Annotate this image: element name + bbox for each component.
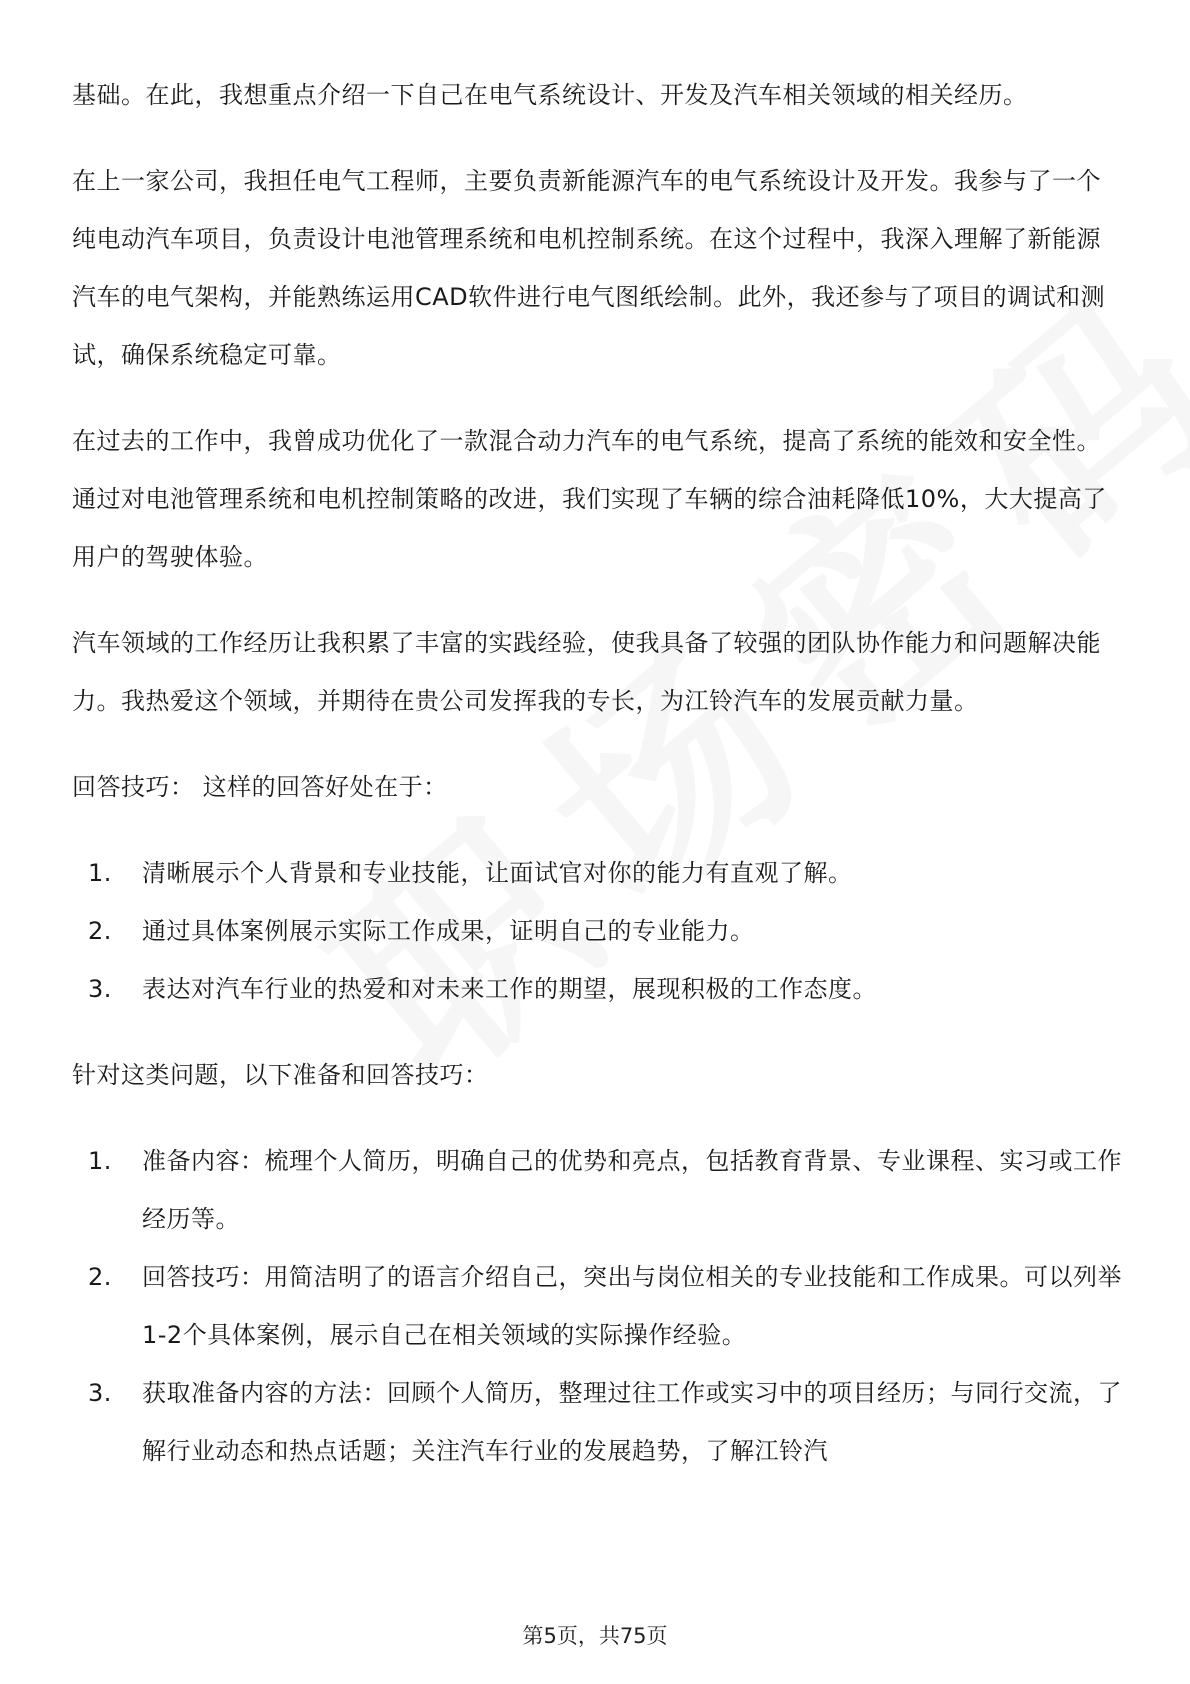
list-number: 2. [88, 1263, 112, 1291]
list-item-text: 准备内容：梳理个人简历，明确自己的优势和亮点，包括教育背景、专业课程、实习或工作经历等。 [142, 1147, 1122, 1233]
tips-heading: 回答技巧： 这样的回答好处在于： [72, 773, 448, 801]
list-item [88, 1248, 1122, 1364]
list-item-text: 通过具体案例展示实际工作成果，证明自己的专业能力。 [142, 917, 755, 945]
page-number: 第5页，共75页 [522, 1624, 668, 1648]
list-item-text: 获取准备内容的方法：回顾个人简历，整理过往工作或实习中的项目经历；与同行交流，了解行业动态和热点话题；关注汽车行业的发展趋势，了解江铃汽 [142, 1379, 1122, 1465]
list-number: 3. [88, 1379, 112, 1407]
paragraph: 在过去的工作中，我曾成功优化了一款混合动力汽车的电气系统，提高了系统的能效和安全性。通过对电池管理系统和电机控制策略的改进，我们实现了车辆的综合油耗降低10%，大大提高了用户的驾驶体验。 [72, 427, 1107, 571]
list-item-text: 表达对汽车行业的热爱和对未来工作的期望，展现积极的工作态度。 [142, 975, 877, 1003]
list-item [88, 844, 1122, 902]
list-item [88, 960, 1122, 1018]
list-item [88, 902, 1122, 960]
document-body [72, 66, 1122, 1508]
prep-heading: 针对这类问题，以下准备和回答技巧： [72, 1061, 489, 1089]
list-item [88, 1132, 1122, 1248]
list-number: 3. [88, 975, 112, 1003]
paragraph: 基础。在此，我想重点介绍一下自己在电气系统设计、开发及汽车相关领域的相关经历。 [72, 81, 1028, 109]
list-number: 1. [88, 1147, 112, 1175]
list-item-text: 回答技巧：用简洁明了的语言介绍自己，突出与岗位相关的专业技能和工作成果。可以列举1-2个具体案例，展示自己在相关领域的实际操作经验。 [142, 1263, 1122, 1349]
tips-list [72, 844, 1122, 1018]
list-number: 2. [88, 917, 112, 945]
list-number: 1. [88, 859, 112, 887]
list-item [88, 1364, 1122, 1480]
prep-list [72, 1132, 1122, 1480]
paragraph: 汽车领域的工作经历让我积累了丰富的实践经验，使我具备了较强的团队协作能力和问题解决能力。我热爱这个领域，并期待在贵公司发挥我的专长，为江铃汽车的发展贡献力量。 [72, 629, 1101, 715]
paragraph: 在上一家公司，我担任电气工程师，主要负责新能源汽车的电气系统设计及开发。我参与了一个纯电动汽车项目，负责设计电池管理系统和电机控制系统。在这个过程中，我深入理解了新能源汽车的电气架构，并能熟练运用CAD软件进行电气图纸绘制。此外，我还参与了项目的调试和测试，确保系统稳定可靠。 [72, 167, 1106, 369]
list-item-text: 清晰展示个人背景和专业技能，让面试官对你的能力有直观了解。 [142, 859, 853, 887]
